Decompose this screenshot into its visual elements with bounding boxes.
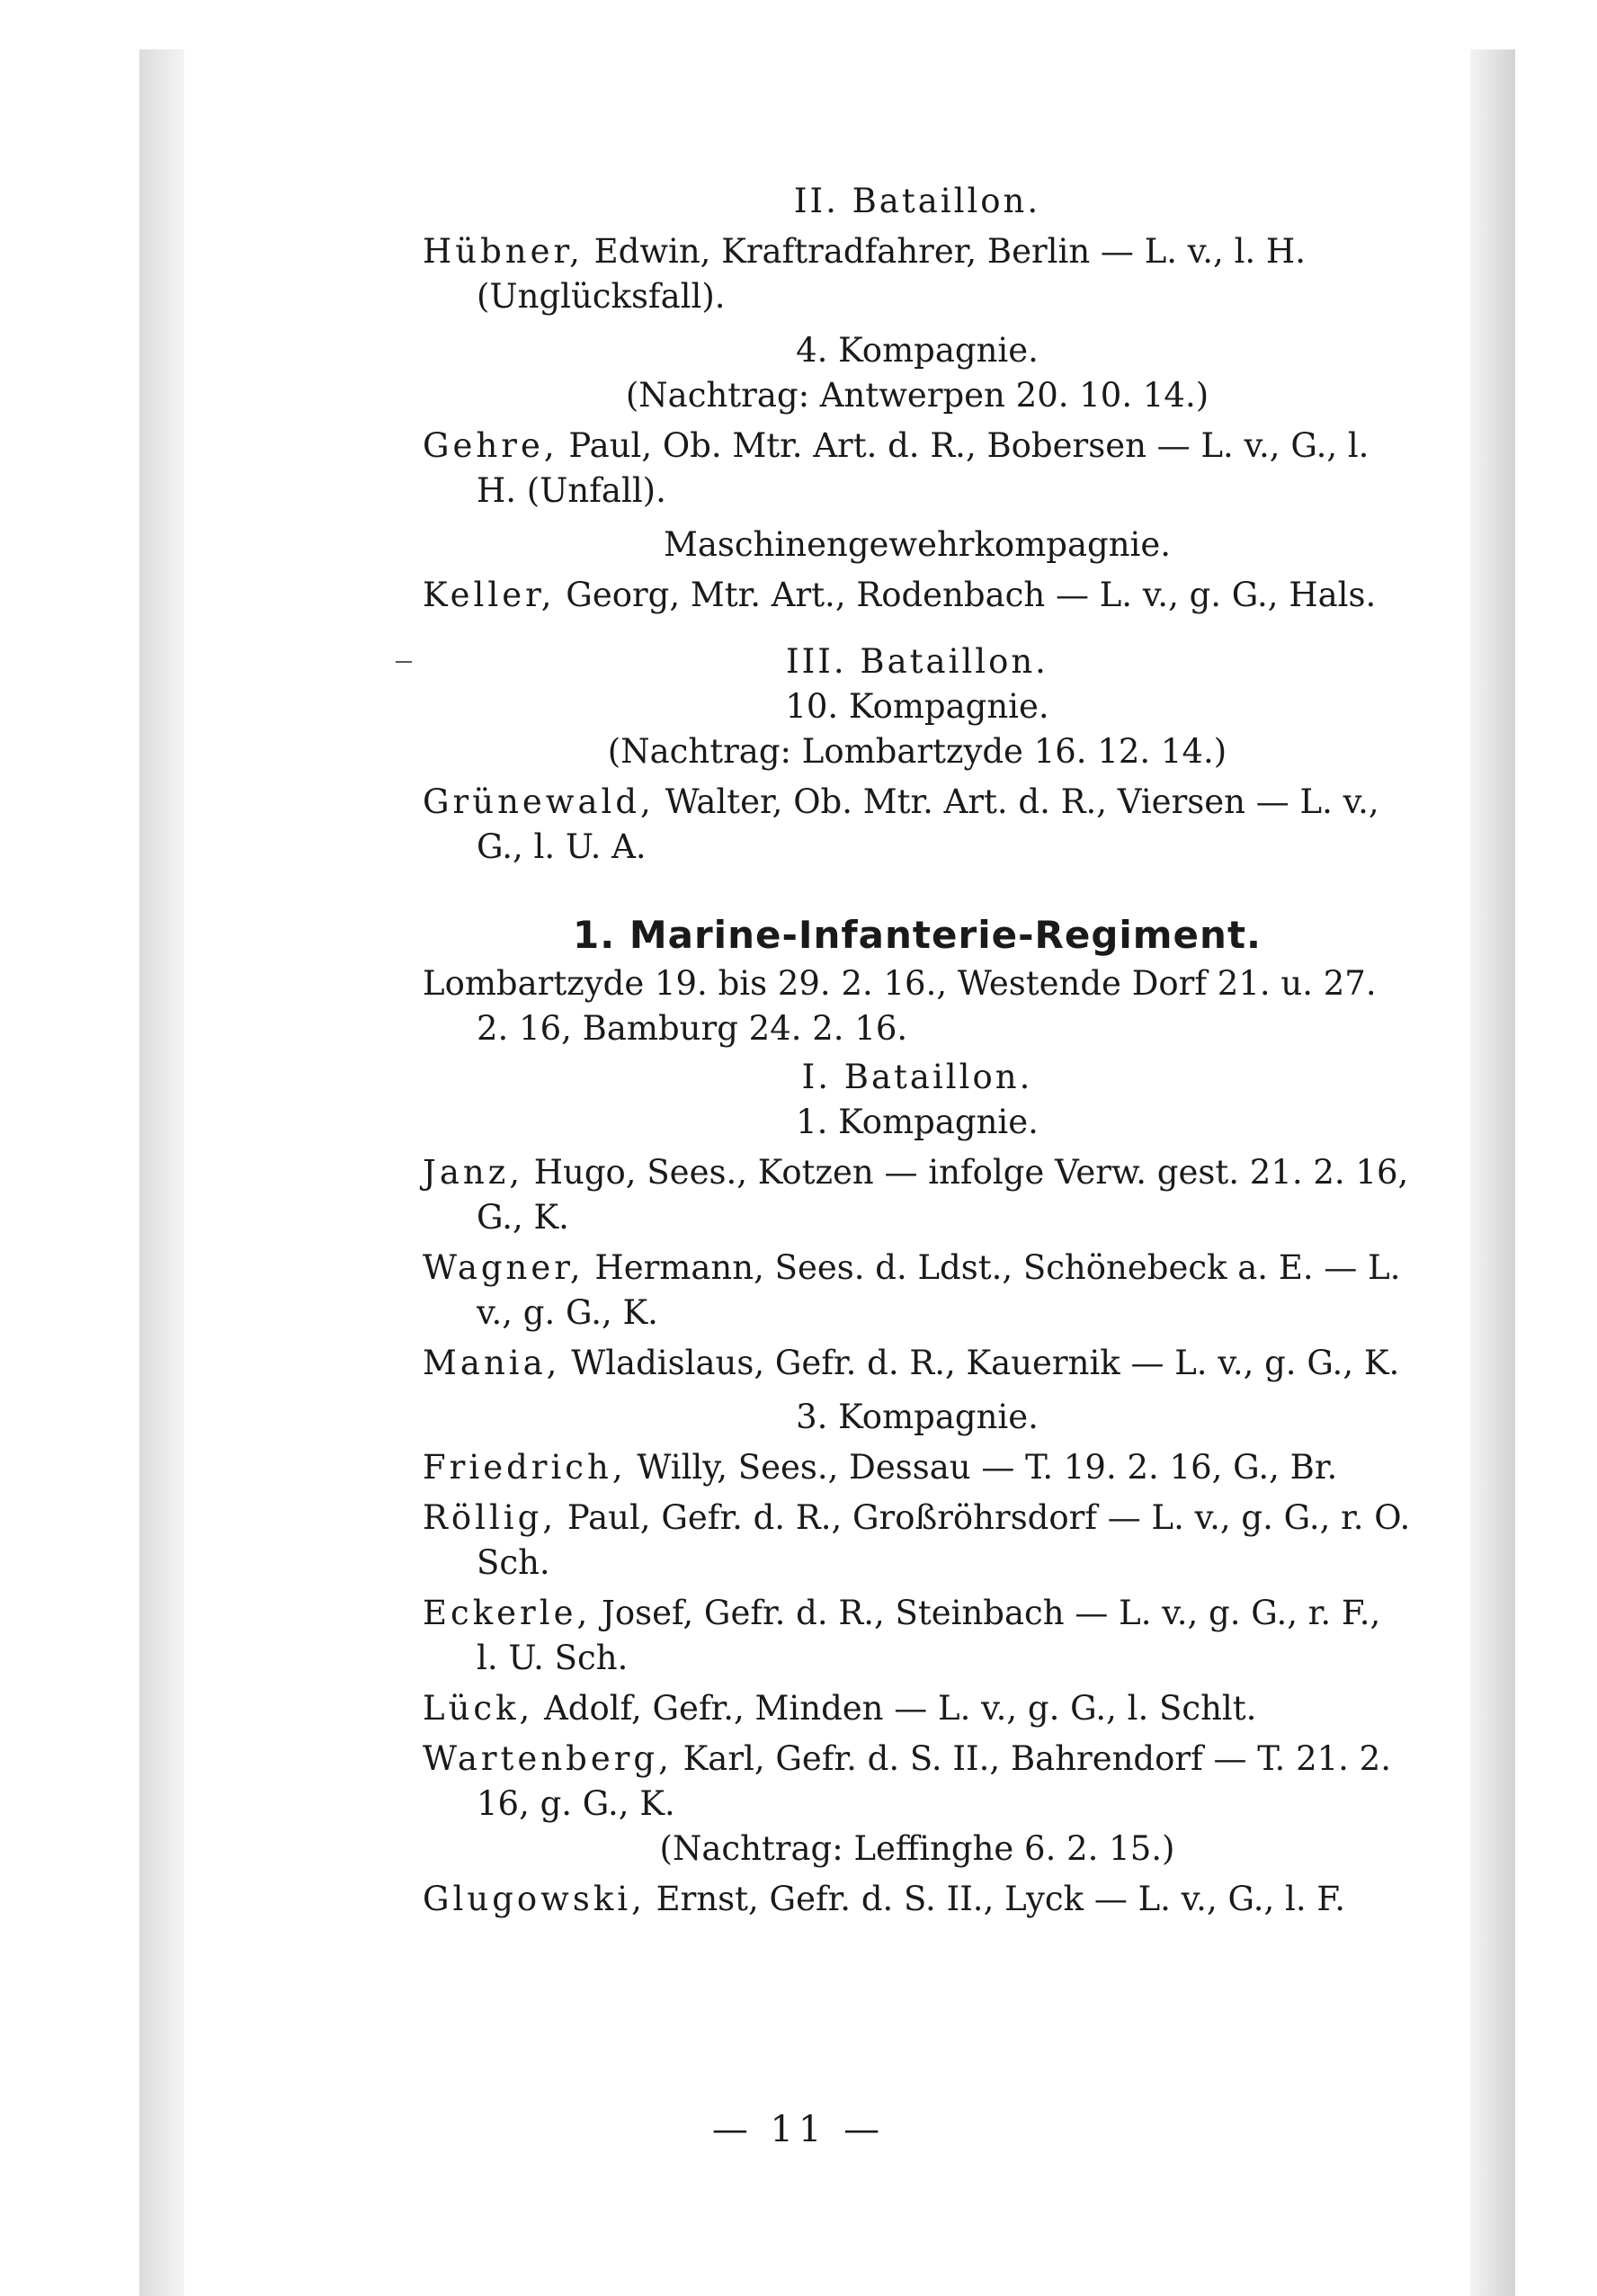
entry-details: Ernst, Gefr. d. S. II., Lyck — L. v., G., l. F. bbox=[645, 1880, 1346, 1918]
nachtrag-note: (Nachtrag: Antwerpen 20. 10. 14.) bbox=[625, 376, 1209, 415]
entry-details: Paul, Ob. Mtr. Art. d. R., Bobersen — L. v., G., l. H. (Unfall). bbox=[477, 426, 1369, 510]
entry-details: Edwin, Kraftradfahrer, Berlin — L. v., l. H. (Unglücksfall). bbox=[477, 232, 1306, 316]
casualty-entry bbox=[423, 1496, 1412, 1586]
casualty-entry bbox=[423, 1877, 1412, 1922]
nachtrag-note: (Nachtrag: Lombartzyde 16. 12. 14.) bbox=[607, 732, 1227, 771]
casualty-entry bbox=[423, 573, 1412, 618]
entry-details: Paul, Gefr. d. R., Großröhrsdorf — L. v., g. G., r. O. Sch. bbox=[477, 1498, 1411, 1582]
entry-details: Hugo, Sees., Kotzen — infolge Verw. gest. 21. 2. 16, G., K. bbox=[477, 1153, 1409, 1237]
entry-name: Gehre, bbox=[423, 426, 558, 465]
entry-name: Lück, bbox=[423, 1689, 534, 1728]
casualty-entry bbox=[423, 1246, 1412, 1336]
komp1-heading: 1. Kompagnie. bbox=[796, 1103, 1039, 1141]
entry-name: Wagner, bbox=[423, 1248, 584, 1287]
margin-mark bbox=[396, 661, 412, 663]
casualty-entry bbox=[423, 1591, 1412, 1681]
entry-details: Wladislaus, Gefr. d. R., Kauernik — L. v., g. G., K. bbox=[560, 1344, 1400, 1382]
batt2-heading: II. Bataillon. bbox=[793, 182, 1041, 220]
entry-name: Eckerle, bbox=[423, 1594, 592, 1632]
scan-edge-right bbox=[1470, 49, 1515, 2296]
entry-details: Walter, Ob. Mtr. Art. d. R., Viersen — L. v., G., l. U. A. bbox=[477, 782, 1379, 866]
batt3-heading: III. Bataillon. bbox=[786, 642, 1048, 681]
entry-details: Hermann, Sees. d. Ldst., Schönebeck a. E. — L. v., g. G., K. bbox=[477, 1248, 1401, 1332]
entry-name: Hübner, bbox=[423, 232, 584, 271]
entry-name: Glugowski, bbox=[423, 1880, 646, 1918]
casualty-entry bbox=[423, 1737, 1412, 1827]
casualty-entry bbox=[423, 780, 1412, 870]
entry-details: Adolf, Gefr., Minden — L. v., g. G., l. Schlt. bbox=[533, 1689, 1257, 1728]
entry-details: Georg, Mtr. Art., Rodenbach — L. v., g. G., Hals. bbox=[555, 576, 1377, 614]
entry-name: Grünewald, bbox=[423, 782, 655, 821]
nachtrag-note: (Nachtrag: Leffinghe 6. 2. 15.) bbox=[659, 1829, 1175, 1868]
entry-name: Röllig, bbox=[423, 1498, 558, 1537]
komp4-heading: 4. Kompagnie. bbox=[796, 331, 1039, 370]
casualty-entry bbox=[423, 1445, 1412, 1490]
regiment-places: Lombartzyde 19. bis 29. 2. 16., Westende Dorf 21. u. 27. 2. 16, Bamburg 24. 2. 16. bbox=[423, 964, 1377, 1048]
casualty-entry bbox=[423, 1150, 1412, 1240]
entry-details: Josef, Gefr. d. R., Steinbach — L. v., g. G., r. F., l. U. Sch. bbox=[477, 1594, 1381, 1677]
batt1-heading: I. Bataillon. bbox=[801, 1058, 1033, 1096]
casualty-entry bbox=[423, 424, 1412, 514]
casualty-entry bbox=[423, 1341, 1412, 1386]
komp3-heading: 3. Kompagnie. bbox=[796, 1398, 1039, 1436]
komp10-heading: 10. Kompagnie. bbox=[785, 687, 1049, 726]
entry-name: Keller, bbox=[423, 576, 556, 614]
regiment-title: 1. Marine-Infanterie-Regiment. bbox=[573, 913, 1262, 957]
entry-name: Wartenberg, bbox=[423, 1739, 673, 1778]
scan-edge-left bbox=[139, 49, 184, 2296]
mg-company-heading: Maschinengewehrkompagnie. bbox=[663, 525, 1172, 564]
casualty-entry bbox=[423, 229, 1412, 319]
entry-name: Friedrich, bbox=[423, 1448, 627, 1487]
casualty-entry bbox=[423, 1686, 1412, 1731]
page-body bbox=[423, 175, 1412, 1922]
entry-details: Karl, Gefr. d. S. II., Bahrendorf — T. 21. 2. 16, g. G., K. bbox=[477, 1739, 1391, 1823]
page-number: — 11 — bbox=[711, 2109, 886, 2150]
entry-details: Willy, Sees., Dessau — T. 19. 2. 16, G., Br. bbox=[626, 1448, 1338, 1487]
entry-name: Janz, bbox=[423, 1153, 523, 1192]
entry-name: Mania, bbox=[423, 1344, 561, 1382]
